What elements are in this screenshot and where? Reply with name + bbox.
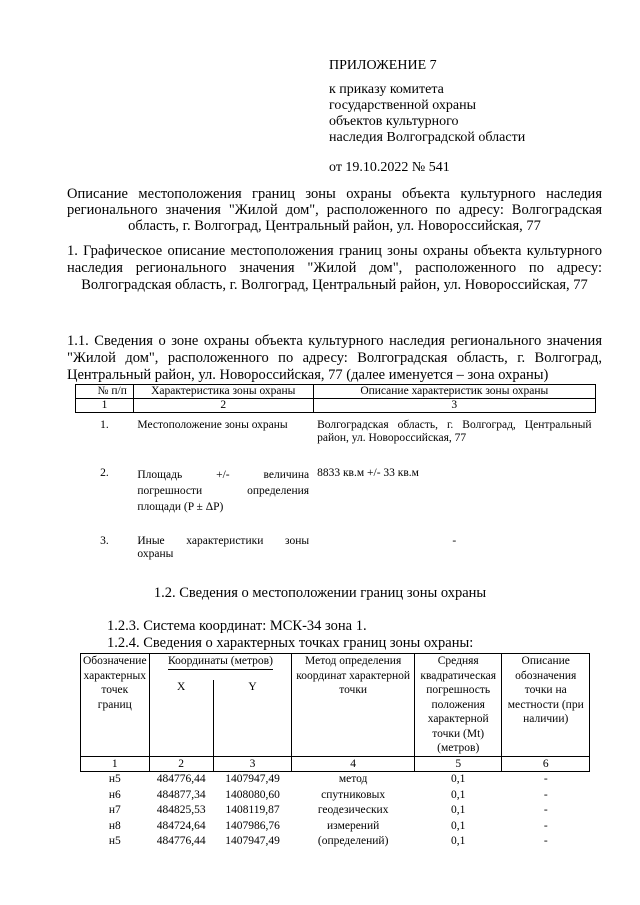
annex-title: ПРИЛОЖЕНИЕ 7 [329,58,437,73]
table-index-row [76,399,596,413]
table-row [81,803,590,819]
col-header-description: Описание характеристик зоны охраны [313,385,595,399]
point-description: - [543,835,548,847]
index-cell: 5 [414,756,502,772]
point-x: 484825,53 [156,804,206,816]
table-header-row [76,385,596,399]
annex-order-line: наследия Волгоградской области [329,130,526,145]
col-header-characteristic: Характеристика зоны охраны [133,385,313,399]
index-cell: 3 [313,399,595,413]
point-x: 484776,44 [156,773,206,785]
row-description: 8833 кв.м +/- 33 кв.м [317,467,419,479]
point-description: - [543,773,548,785]
points-table [80,653,590,850]
row-number: 2. [100,467,109,479]
col-header-y: Y [213,680,292,757]
annex-date: от 19.10.2022 № 541 [329,160,450,175]
table-row [81,772,590,788]
col-header-description: Описание обозначения точки на местности (при наличии) [502,654,590,757]
point-y: 1407947,49 [225,835,280,847]
index-cell: 1 [76,399,134,413]
index-cell: 1 [81,756,150,772]
zone-info-table [75,384,596,561]
points-heading-line: 1.2.4. Сведения о характерных точках границ зоны охраны: [107,635,474,651]
point-accuracy: 0,1 [451,819,466,832]
point-accuracy: 0,1 [451,804,466,816]
document-title: Описание местоположения границ зоны охраны объекта культурного наследия регионального значения "Жилой дом", расположенного по адресу: Волгоградская область, г. Волгоград, Центральный район, ул. Новороссийская, 77 [67,186,602,234]
col-header-accuracy: Средняя квадратическая погрешность положения характерной точки (Mt) (метров) [414,654,502,757]
point-name: н7 [108,804,121,816]
point-name: н8 [108,819,121,832]
row-characteristic: Местоположение зоны охраны [137,419,288,431]
col-header-point: Обозначение характерных точек границ [81,654,150,757]
point-y: 1408080,60 [225,788,280,801]
annex-order-line: государственной охраны [329,98,477,113]
point-method: измерений [327,819,380,832]
annex-order-line: объектов культурного [329,114,459,129]
point-method: (определений) [317,835,389,847]
point-name: н6 [108,788,121,801]
coordinates-label: Координаты (метров) [168,654,273,670]
point-method: геодезических [317,804,389,816]
section-1-2-heading: 1.2. Сведения о местоположении границ зоны охраны [153,585,487,601]
row-number: 3. [100,535,109,547]
point-name: н5 [108,835,121,847]
table-index-row [81,756,590,772]
row-number: 1. [100,419,109,431]
point-x: 484877,34 [156,788,206,801]
index-cell: 2 [149,756,213,772]
row-characteristic: Иные характеристики зоны охраны [137,535,310,560]
col-header-x: X [149,680,213,757]
point-accuracy: 0,1 [451,835,466,847]
section-1-1-heading: 1.1. Сведения о зоне охраны объекта культурного наследия регионального значения "Жилой дом", расположенного по адресу: Волгоградская область, г. Волгоград, Центральный район, ул. Новороссийская, 77 (далее именуется – зона охраны) [67,333,602,383]
index-cell: 4 [292,756,415,772]
point-method: метод [338,773,368,785]
table-row [81,834,590,850]
row-description: - [452,535,457,547]
point-accuracy: 0,1 [451,773,466,785]
index-cell: 2 [133,399,313,413]
point-x: 484776,44 [156,835,206,847]
table-row [76,445,596,515]
section-1-heading: 1. Графическое описание местоположения границ зоны охраны объекта культурного наследия регионального значения "Жилой дом", расположенного по адресу: Волгоградская область, г. Волгоград, Центральный район, ул. Новороссийская, 77 [67,243,602,293]
point-description: - [543,819,548,832]
annex-order-line: к приказу комитета [329,82,444,97]
point-y: 1407986,76 [225,819,280,832]
point-y: 1407947,49 [225,773,280,785]
annex-header [329,58,525,176]
point-y: 1408119,87 [225,804,280,816]
point-description: - [543,804,548,816]
col-header-coordinates [149,654,292,680]
row-characteristic: Площадь +/- величина погрешности определения площади (P ± ΔP) [137,469,310,513]
coordinate-system-line: 1.2.3. Система координат: МСК-34 зона 1. [107,618,367,634]
table-row [81,819,590,835]
coordinate-section [107,618,473,652]
point-method: спутниковых [321,788,386,801]
point-x: 484724,64 [156,819,206,832]
point-name: н5 [108,773,121,785]
index-cell: 6 [502,756,590,772]
col-header-method: Метод определения координат характерной точки [292,654,415,757]
table-row [76,413,596,446]
point-accuracy: 0,1 [451,788,466,801]
table-row [76,515,596,561]
col-header-number: № п/п [76,385,134,399]
table-header-row [81,654,590,680]
index-cell: 3 [213,756,292,772]
row-description: Волгоградская область, г. Волгоград, Центральный район, ул. Новороссийская, 77 [317,419,592,444]
point-description: - [543,788,548,801]
table-row [81,788,590,804]
